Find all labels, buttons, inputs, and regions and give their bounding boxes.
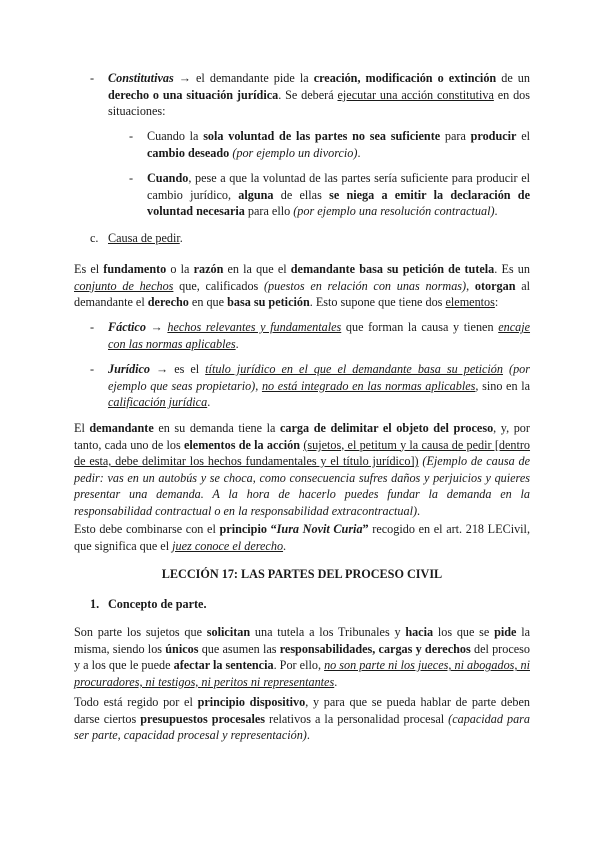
lesson-title: LECCIÓN 17: LAS PARTES DEL PROCESO CIVIL [161,567,443,581]
term-constitutivas: Constitutivas [108,71,174,85]
subitem-se-niega: Cuando, pese a que la voluntad de las partes sería suficiente para producir el cambio jurídico, alguna de ellas se niega a emitir la declaración de voluntad necesaria para ello (por ejemplo una resolución contractual). [147,171,530,219]
list-marker: - [90,320,95,334]
list-marker: - [129,129,134,143]
item-factico: Fáctico → hechos relevantes y fundamentales que forman la causa y tienen encaje con las normas aplicables. [108,320,531,351]
list-marker: - [129,171,134,185]
section-number: 1. [90,597,100,611]
paragraph-fundamento: Es el fundamento o la razón en la que el demandante basa su petición de tutela. Es un conjunto de hechos que, calificados (puestos en relación con unas normas), otorgan al demandante el derecho en que basa su petición. Esto supone que tiene dos elementos: [74,262,531,310]
paragraph-carga: El demandante en su demanda tiene la carga de delimitar el objeto del proceso, y, por tanto, cada uno de los elementos de la acción (sujetos, el petitum y la causa de pedir [dentro de esta, debe delimitar los hechos fundamentales y el título jurídico]) (Ejemplo de causa de pedir: vas en un autobús y se choca, como consecuencia sufres daños y perjuicios y quieres presentar una demanda. A la hora de hacerlo puedes fundar la demanda en la responsabilidad contractual o en la responsabilidad extracontractual). [74,421,531,518]
section-title: Concepto de parte. [108,597,207,611]
paragraph-iura-novit-curia: Esto debe combinarse con el principio “Iura Novit Curia” recogido en el art. 218 LECivil, que significa que el juez conoce el derecho. [74,522,530,553]
list-marker: - [90,362,95,376]
item-juridico: Jurídico → es el título jurídico en el que el demandante basa su petición (por ejemplo que seas propietario), no está integrado en las normas aplicables, sino en la calificación jurídica. [108,362,531,410]
paragraph-principio-dispositivo: Todo está regido por el principio dispositivo, y para que se pueda hablar de parte deben darse ciertos presupuestos procesales relativos a la personalidad procesal (capacidad para ser parte, capacidad procesal y representación). [74,695,531,743]
list-marker: - [90,71,95,85]
paragraph-son-parte: Son parte los sujetos que solicitan una tutela a los Tribunales y hacia los que se pide la misma, siendo los únicos que asumen las responsabilidades, cargas y derechos del proceso y a los que le puede afectar la sentencia. Por ello, no son parte ni los jueces, ni abogados, ni procuradores, ni testigos, ni peritos ni representantes. [74,625,531,689]
item-causa-de-pedir: Causa de pedir. [108,231,183,245]
list-marker: c. [90,231,99,245]
item-constitutivas: Constitutivas → el demandante pide la creación, modificación o extinción de un derecho o una situación jurídica. Se deberá ejecutar una acción constitutiva en dos situaciones: [108,71,531,119]
subitem-sola-voluntad: Cuando la sola voluntad de las partes no sea suficiente para producir el cambio deseado (por ejemplo un divorcio). [147,129,530,160]
